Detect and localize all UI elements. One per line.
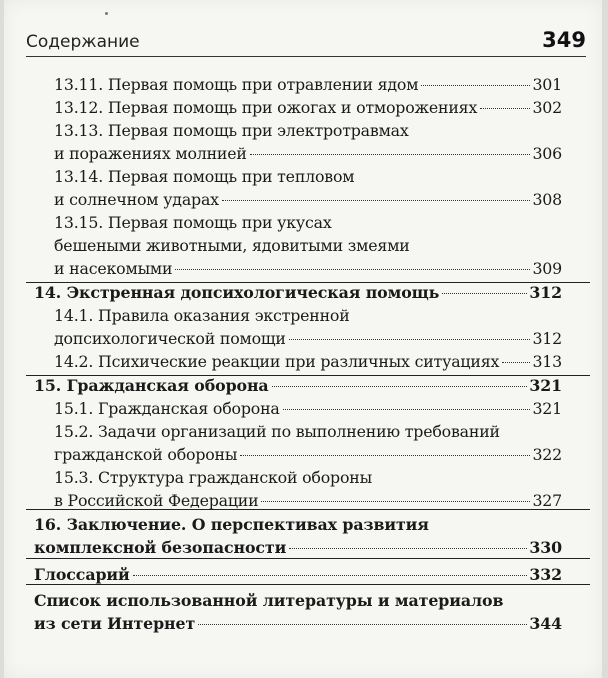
- toc-entry-page: 344: [529, 614, 562, 633]
- dot-leader: [272, 386, 528, 387]
- toc-entry-13-14: [54, 189, 562, 211]
- page-number: 349: [542, 28, 586, 52]
- toc-entry-13-13: [54, 143, 562, 165]
- chapter-rule: [26, 282, 590, 283]
- dot-leader: [222, 200, 531, 201]
- dot-leader: [240, 455, 530, 456]
- dot-leader: [442, 293, 527, 294]
- toc-entry-13-11: [54, 74, 562, 96]
- toc-entry-title: гражданской обороны: [54, 445, 238, 464]
- toc-entry-title: 13.12. Первая помощь при ожогах и отморожениях: [54, 98, 478, 117]
- dot-leader: [198, 624, 527, 625]
- toc-references: [34, 613, 562, 635]
- toc-entry-page: 330: [529, 538, 562, 557]
- toc-entry-page: 309: [532, 259, 562, 278]
- toc-entry-13-14-line1: 13.14. Первая помощь при тепловом: [54, 167, 355, 186]
- toc-entry-15-2-line1: 15.2. Задачи организаций по выполнению требований: [54, 422, 500, 441]
- toc-entry-13-12: [54, 97, 562, 119]
- dot-leader: [502, 362, 530, 363]
- toc-chapter-title: комплексной безопасности: [34, 538, 287, 557]
- toc-entry-page: 312: [532, 329, 562, 348]
- chapter-rule: [26, 509, 590, 510]
- running-head: [26, 28, 586, 56]
- toc-entry-page: 312: [529, 283, 562, 302]
- toc-chapter-title: 14. Экстренная допсихологическая помощь: [34, 283, 440, 302]
- dot-leader: [289, 339, 531, 340]
- dot-leader: [133, 575, 528, 576]
- toc-entry-page: 332: [529, 565, 562, 584]
- dot-leader: [175, 269, 530, 270]
- toc-entry-page: 302: [532, 98, 562, 117]
- dot-leader: [289, 548, 527, 549]
- print-speck: [105, 12, 108, 15]
- toc-references-line1: Список использованной литературы и материалов: [34, 591, 504, 610]
- chapter-rule: [26, 584, 590, 585]
- toc-entry-title: и насекомыми: [54, 259, 173, 278]
- toc-entry-title: 15.1. Гражданская оборона: [54, 399, 280, 418]
- toc-entry-title: допсихологической помощи: [54, 329, 286, 348]
- toc-chapter-16: [34, 537, 562, 559]
- toc-entry-13-15-line1: 13.15. Первая помощь при укусах: [54, 213, 332, 232]
- toc-entry-page: 301: [532, 75, 562, 94]
- running-head-title: Содержание: [26, 32, 140, 52]
- toc-entry-title: и поражениях молнией: [54, 144, 247, 163]
- toc-chapter-16-line1: 16. Заключение. О перспективах развития: [34, 515, 429, 534]
- toc-entry-14-1-line1: 14.1. Правила оказания экстренной: [54, 306, 350, 325]
- toc-chapter-14: [34, 282, 562, 304]
- toc-entry-13-15: [54, 258, 562, 280]
- toc-entry-15-3-line1: 15.3. Структура гражданской обороны: [54, 468, 372, 487]
- header-rule: [26, 56, 586, 57]
- chapter-rule: [26, 558, 590, 559]
- toc-entry-page: 306: [532, 144, 562, 163]
- toc-entry-15-2: [54, 444, 562, 466]
- toc-entry-page: 321: [532, 399, 562, 418]
- dot-leader: [283, 409, 531, 410]
- toc-entry-page: 308: [532, 190, 562, 209]
- toc-chapter-15: [34, 375, 562, 397]
- toc-entry-page: 321: [529, 376, 562, 395]
- toc-chapter-title: Глоссарий: [34, 565, 130, 584]
- toc-glossary: [34, 564, 562, 586]
- chapter-rule: [26, 375, 590, 376]
- book-page: [4, 0, 602, 678]
- toc-entry-14-1: [54, 328, 562, 350]
- dot-leader: [421, 85, 530, 86]
- toc-entry-page: 313: [532, 352, 562, 371]
- toc-entry-page: 327: [532, 491, 562, 510]
- toc-entry-14-2: [54, 351, 562, 373]
- toc-entry-title: 13.11. Первая помощь при отравлении ядом: [54, 75, 419, 94]
- dot-leader: [480, 108, 530, 109]
- toc-entry-13-13-line1: 13.13. Первая помощь при электротравмах: [54, 121, 409, 140]
- toc-chapter-title: 15. Гражданская оборона: [34, 376, 269, 395]
- toc-chapter-title: из сети Интернет: [34, 614, 196, 633]
- toc-entry-title: 14.2. Психические реакции при различных ситуациях: [54, 352, 500, 371]
- toc-entry-title: в Российской Федерации: [54, 491, 259, 510]
- toc-entry-15-1: [54, 398, 562, 420]
- dot-leader: [250, 154, 531, 155]
- toc-entry-13-15-line2: бешеными животными, ядовитыми змеями: [54, 236, 410, 255]
- toc-entry-title: и солнечном ударах: [54, 190, 219, 209]
- toc-entry-page: 322: [532, 445, 562, 464]
- dot-leader: [261, 501, 530, 502]
